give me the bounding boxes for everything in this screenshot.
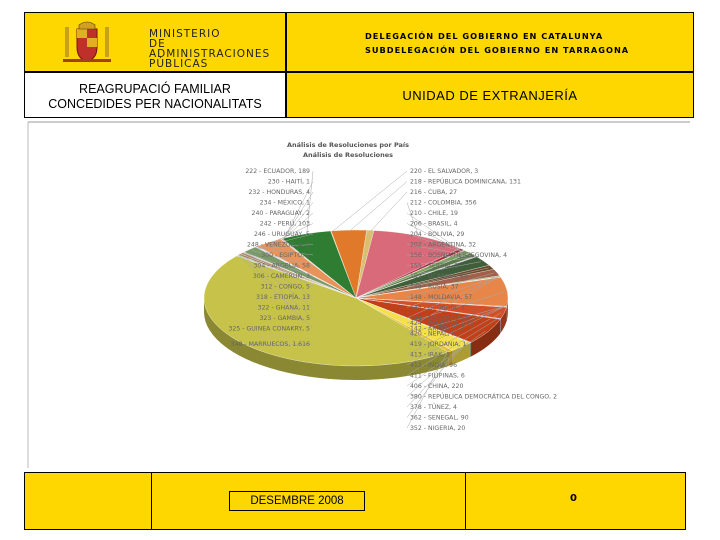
pie-label: 411 - FILIPINAS, 6 <box>410 372 465 380</box>
pie-label: 145 - GEORGIA, 9 <box>410 304 465 312</box>
pie-label: 210 - CHILE, 19 <box>410 210 458 217</box>
chart-title: Análisis de Resoluciones por País <box>286 141 410 149</box>
pie-label: 212 - COLOMBIA, 356 <box>410 199 477 207</box>
footer-bar <box>24 472 686 530</box>
delegacion-title: DELEGACIÓN DEL GOBIERNO EN CATALUNYA <box>365 31 604 41</box>
pie-chart <box>26 120 692 470</box>
pie-label: 142 - ARMENIA, 2 <box>410 325 465 333</box>
delegation-header <box>286 12 694 72</box>
pie-label: 242 - PERÚ, 103 <box>259 220 310 228</box>
pie-label: 378 - TÚNEZ, 4 <box>410 404 457 411</box>
pie-label: 149 - RUSIA, 37 <box>410 283 459 291</box>
pie-label: 234 - MÉXICO, 1 <box>259 199 310 207</box>
pie-label: 246 - URUGUAY, 5 <box>253 231 310 238</box>
pie-label: 216 - CUBA, 27 <box>410 189 458 196</box>
pie-label: 206 - BRASIL, 4 <box>410 220 458 228</box>
pie-label: 220 - EL SALVADOR, 3 <box>410 168 479 175</box>
pie-label: 152 - UCRANIA, 84 <box>410 273 468 280</box>
pie-leader-line <box>331 171 407 232</box>
pie-label: 318 - ETIOPÍA, 13 <box>256 294 310 301</box>
ministry-line-3: PÚBLICAS <box>149 58 209 70</box>
pie-slice-side <box>500 319 501 334</box>
pie-label: 218 - REPÚBLICA DOMINICANA, 131 <box>410 178 521 186</box>
chart-subtitle: Análisis de Resoluciones <box>302 151 394 159</box>
pie-label: 155 - SERBIA, 3 <box>410 262 459 270</box>
pie-label: 325 - GUINEA CONAKRY, 5 <box>228 325 310 333</box>
pie-label: 240 - PARAGUAY, 2 <box>251 210 310 217</box>
pie-leader-line <box>349 182 407 232</box>
report-date: DESEMBRE 2008 <box>229 491 365 511</box>
pie-label: 304 - ARGELIA, 58 <box>253 262 310 270</box>
coat-of-arms-logo <box>61 21 113 65</box>
pie-label: 420 - NEPAL, 5 <box>410 330 456 338</box>
page-number: 0 <box>570 493 577 504</box>
pie-slice-side <box>470 343 471 357</box>
pie-label: 230 - HAITÍ, 1 <box>267 178 310 186</box>
pie-label: 323 - GAMBIA, 5 <box>259 315 310 322</box>
pie-label: 380 - REPÚBLICA DEMOCRÁTICA DEL CONGO, 2 <box>410 393 558 401</box>
pie-label: 306 - CAMERÚN, 3 <box>252 273 310 280</box>
pie-label: 406 - CHINA, 220 <box>410 383 464 390</box>
report-title-line-2: CONCEDIDES PER NACIONALITATS <box>48 97 262 111</box>
pie-label: 352 - NIGERIA, 20 <box>410 425 466 432</box>
unit-title: UNIDAD DE EXTRANJERÍA <box>402 88 578 103</box>
pie-label: 202 - ARGENTINA, 32 <box>410 241 477 249</box>
pie-label: 156 - BOSNIA-HERZEGOVINA, 4 <box>410 252 508 259</box>
pie-label: 312 - CONGO, 5 <box>260 283 310 291</box>
pie-label: 248 - VENEZUELA, 3 <box>246 241 310 249</box>
pie-label: 322 - GHANA, 11 <box>257 304 310 312</box>
chart-panel <box>26 120 692 470</box>
pie-label: 222 - ECUADOR, 189 <box>245 168 310 175</box>
ministry-header <box>24 12 286 72</box>
pie-label: 362 - SENEGAL, 90 <box>410 414 469 422</box>
report-title-line-1: REAGRUPACIÓ FAMILIAR <box>79 82 231 96</box>
subdelegacion-title: SUBDELEGACIÓN DEL GOBIERNO EN TARRAGONA <box>365 45 630 55</box>
ministry-line-1: MINISTERIO <box>149 28 221 40</box>
pie-label: 348 - MARRUECOS, 1.616 <box>230 341 310 348</box>
pie-label: 232 - HONDURAS, 4 <box>248 189 310 196</box>
pie-label: 204 - BOLIVIA, 29 <box>410 231 465 238</box>
report-title-box <box>24 72 286 118</box>
ministry-line-2: DE ADMINISTRACIONES <box>149 38 271 60</box>
pie-label: 419 - JORDANIA, 1 <box>410 341 467 348</box>
unit-title-box <box>286 72 694 118</box>
pie-label: 412 - INDIA, 96 <box>410 362 458 369</box>
pie-leader-line <box>370 192 407 232</box>
pie-label: 413 - IRAK, 1 <box>410 351 451 359</box>
pie-label: 148 - MOLDAVIA, 57 <box>410 294 473 301</box>
pie-label: 300 - EGIPTO, 2 <box>261 252 310 259</box>
pie-label: 424 - PAKISTÁN, 243 <box>410 320 474 327</box>
pie-label: 144 - BIELORRUSIA, 2 <box>410 315 478 322</box>
